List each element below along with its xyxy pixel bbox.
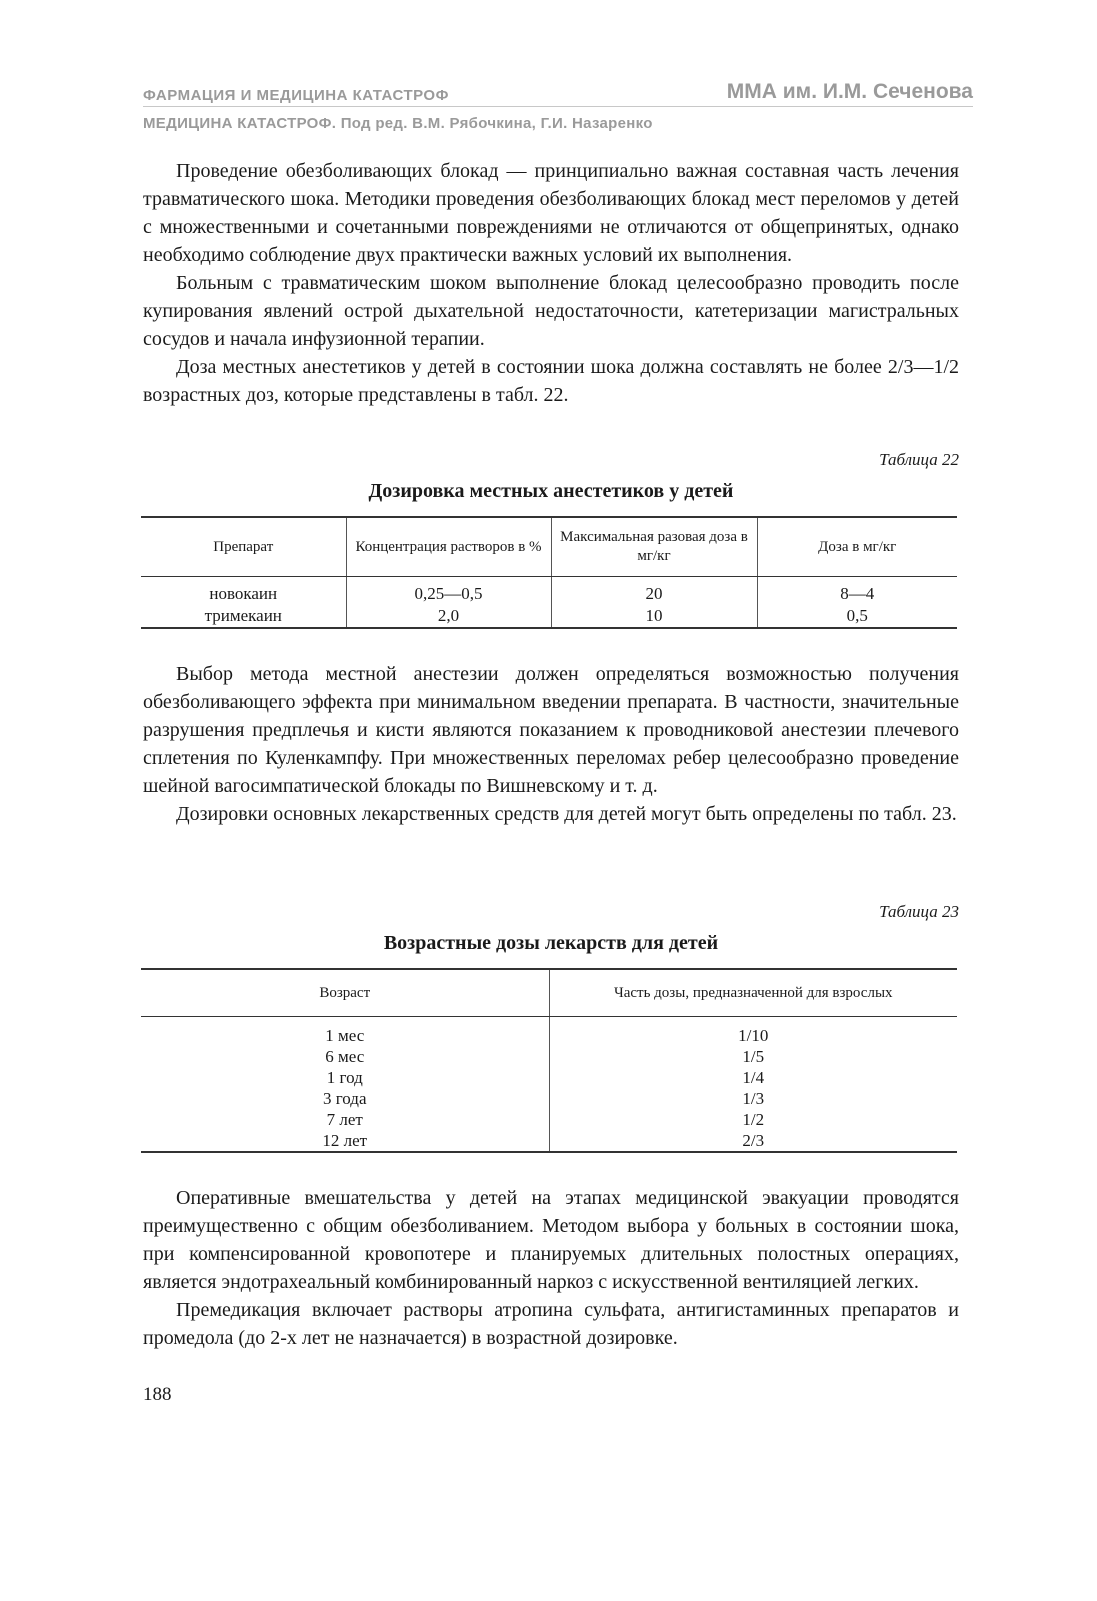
column-header: Препарат bbox=[141, 517, 346, 577]
column-header: Доза в мг/кг bbox=[757, 517, 957, 577]
column-header: Возраст bbox=[141, 969, 549, 1017]
header-section-title: ФАРМАЦИЯ И МЕДИЦИНА КАТАСТРОФ bbox=[143, 87, 449, 104]
table-row bbox=[141, 1046, 957, 1067]
table-cell: 1 год bbox=[141, 1067, 549, 1088]
table-cell: 1/5 bbox=[742, 1047, 765, 1066]
table-cell: новокаин bbox=[141, 577, 346, 606]
table-cell: 0,25—0,5 bbox=[346, 577, 551, 606]
running-header bbox=[143, 80, 973, 132]
table-cell: 1/4 bbox=[742, 1068, 765, 1087]
table-row bbox=[141, 605, 957, 628]
table-cell: 0,5 bbox=[846, 606, 868, 625]
table-cell: 12 лет bbox=[141, 1130, 549, 1152]
header-rule bbox=[143, 106, 973, 107]
table23-title: Возрастные дозы лекарств для детей bbox=[383, 932, 719, 954]
paragraph: Проведение обезболивающих блокад — принципиально важная составная часть лечения травматического шока. Методики проведения обезболивающих блокад мест переломов у детей с множественными и сочетанными повреждениями не отличаются от общепринятых, однако необходимо соблюдение двух практически важных условий их выполнения. bbox=[143, 160, 959, 266]
paragraph: Выбор метода местной анестезии должен определяться возможностью получения обезболивающего эффекта при минимальном введении препарата. В частности, значительные разрушения предплечья и кисти являются показанием к проводниковой анестезии плечевого сплетения по Куленкампфу. При множественных переломах ребер целесообразно проведение шейной вагосимпатической блокады по Вишневскому и т. д. bbox=[143, 663, 959, 797]
paragraph: Премедикация включает растворы атропина сульфата, антигистаминных препаратов и промедола (до 2-х лет не назначается) в возрастной дозировке. bbox=[143, 1299, 959, 1349]
table-row bbox=[141, 1067, 957, 1088]
page-number: 188 bbox=[143, 1384, 172, 1405]
table22-caption: Таблица 22 bbox=[879, 450, 959, 469]
table-cell: 7 лет bbox=[141, 1109, 549, 1130]
table-22 bbox=[141, 516, 957, 629]
table-cell: 1/2 bbox=[742, 1110, 765, 1129]
final-text bbox=[143, 1184, 959, 1352]
paragraph: Больным с травматическим шоком выполнение блокад целесообразно проводить после купирования явлений острой дыхательной недостаточности, катетеризации магистральных сосудов и начала инфузионной терапии. bbox=[143, 272, 959, 350]
paragraph: Доза местных анестетиков у детей в состоянии шока должна составлять не более 2/3—1/2 возрастных доз, которые представлены в табл. 22. bbox=[143, 356, 959, 406]
table-cell: 3 года bbox=[141, 1088, 549, 1109]
table-23 bbox=[141, 968, 957, 1153]
table-cell: тримекаин bbox=[141, 605, 346, 628]
header-book-title: МЕДИЦИНА КАТАСТРОФ. Под ред. В.М. Рябочкина, Г.И. Назаренко bbox=[143, 115, 653, 132]
table23-caption: Таблица 23 bbox=[879, 902, 959, 921]
column-header: Максимальная разовая доза в мг/кг bbox=[551, 517, 757, 577]
table-cell: 8—4 bbox=[840, 584, 875, 603]
table-cell: 1 мес bbox=[141, 1017, 549, 1047]
table-row bbox=[141, 1017, 957, 1047]
paragraph: Оперативные вмешательства у детей на этапах медицинской эвакуации проводятся преимущественно с общим обезболиванием. Методом выбора у больных в состоянии шока, при компенсированной кровопотере и планируемых длительных полостных операциях, является эндотрахеальный комбинированный наркоз с искусственной вентиляцией легких. bbox=[143, 1187, 959, 1293]
column-header: Часть дозы, предназначенной для взрослых bbox=[549, 969, 957, 1017]
table-row bbox=[141, 1088, 957, 1109]
table22-title: Дозировка местных анестетиков у детей bbox=[368, 480, 734, 502]
table-cell: 2,0 bbox=[346, 605, 551, 628]
table-cell: 1/10 bbox=[738, 1026, 769, 1045]
table-cell: 2/3 bbox=[742, 1131, 765, 1150]
header-institution: ММА им. И.М. Сеченова bbox=[726, 80, 973, 103]
table-cell: 10 bbox=[551, 605, 757, 628]
column-header: Концентрация растворов в % bbox=[346, 517, 551, 577]
paragraph: Дозировки основных лекарственных средств для детей могут быть определены по табл. 23. bbox=[176, 803, 957, 825]
table-cell: 20 bbox=[551, 577, 757, 606]
intro-text bbox=[143, 157, 959, 409]
table-cell: 6 мес bbox=[141, 1046, 549, 1067]
table-cell: 1/3 bbox=[742, 1089, 765, 1108]
table-row bbox=[141, 1130, 957, 1152]
middle-text bbox=[143, 660, 959, 828]
table-row bbox=[141, 1109, 957, 1130]
table-row bbox=[141, 577, 957, 606]
